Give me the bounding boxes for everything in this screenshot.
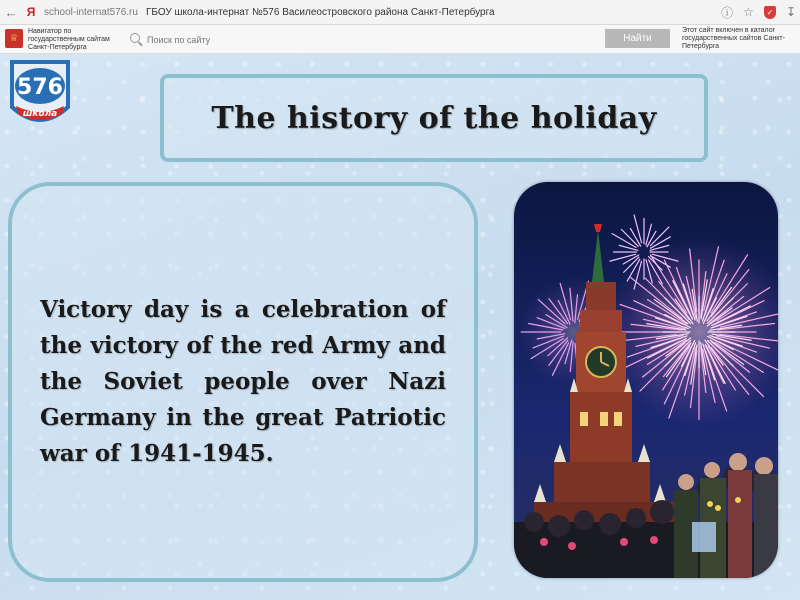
browser-actions <box>721 0 796 24</box>
gov-navigator-bar <box>0 25 800 54</box>
shield-icon[interactable]: ✓ <box>764 6 776 19</box>
download-icon[interactable]: ↧ <box>785 5 796 19</box>
find-button[interactable]: Найти <box>605 29 670 48</box>
presentation-slide <box>0 54 800 600</box>
slide-title: The history of the holiday <box>211 100 657 136</box>
yandex-logo[interactable]: Я <box>26 5 36 19</box>
search-icon <box>130 33 140 43</box>
svg-text:576: 576 <box>17 75 63 100</box>
body-text-frame <box>8 182 478 582</box>
url-text[interactable]: school-internat576.ru <box>44 6 138 18</box>
browser-address-bar <box>0 0 800 25</box>
info-icon[interactable]: ⓘ <box>721 5 734 20</box>
navigator-text[interactable]: Навигатор по государственным сайтам Санкт-Петербурга <box>28 28 110 51</box>
star-icon[interactable]: ☆ <box>743 5 754 19</box>
title-frame <box>160 74 708 162</box>
school-576-logo <box>6 56 74 130</box>
back-arrow-icon[interactable]: ← <box>4 4 18 20</box>
kremlin-fireworks-photo <box>514 182 778 578</box>
browser-page-title: ГБОУ школа-интернат №576 Василеостровского района Санкт-Петербурга <box>145 6 495 18</box>
slide-body-text: Victory day is a celebration of the victory of the red Army and the Soviet people over Nazi Germany in the great Patriotic war of 1941-1945. <box>40 296 446 467</box>
site-search-input[interactable] <box>145 31 589 48</box>
spb-emblem-icon[interactable]: ♕ <box>5 29 23 48</box>
catalog-note[interactable]: Этот сайт включен в каталог государственных сайтов Санкт-Петербурга <box>682 27 785 50</box>
svg-text:школа: школа <box>22 109 58 119</box>
